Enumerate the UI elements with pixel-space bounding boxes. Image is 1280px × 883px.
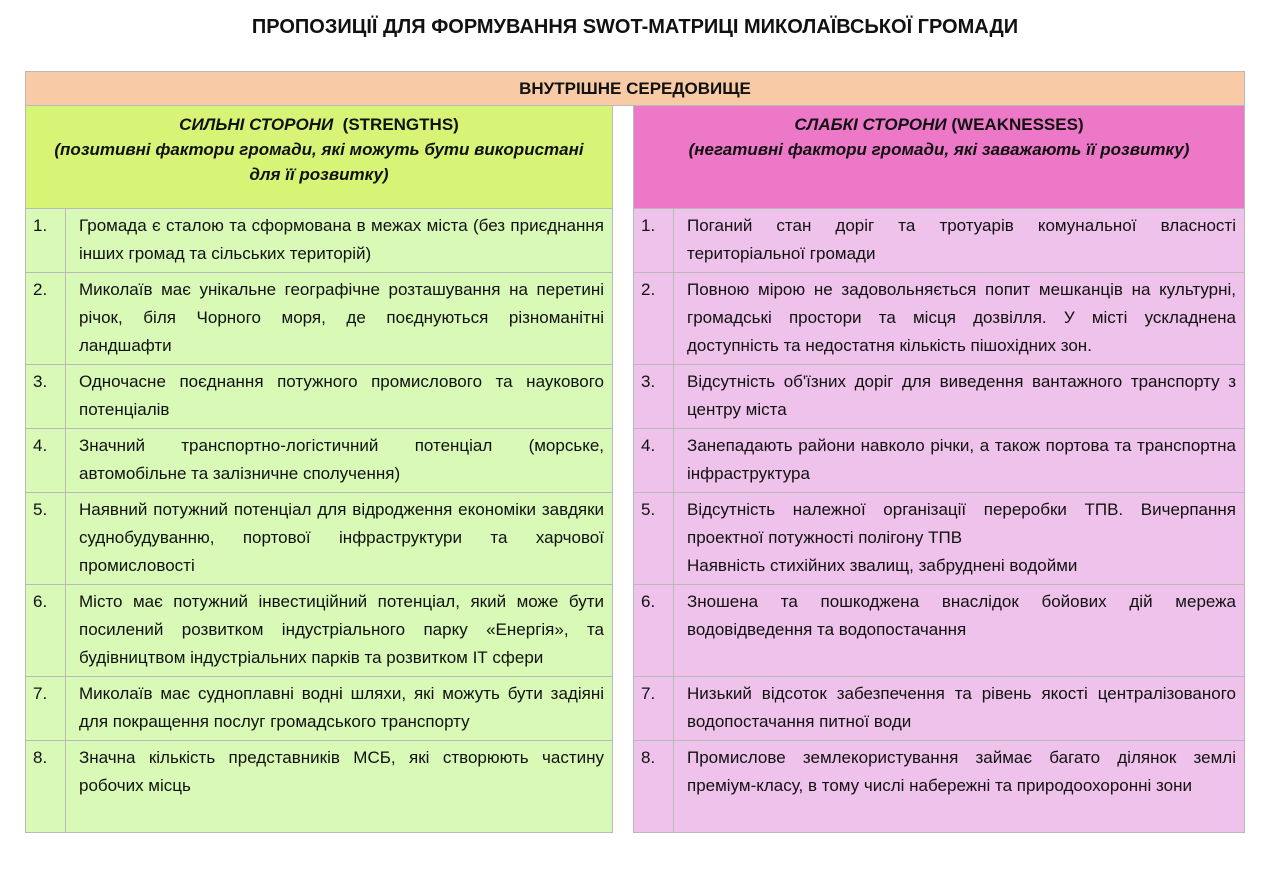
row-text [674,741,1244,832]
strengths-title: СИЛЬНІ СТОРОНИ [179,115,334,134]
table-row [25,585,613,677]
row-text-line: Наявний потужний потенціал для відродження економіки завдяки суднобудуванню, портової інфраструктури та харчової промисловості [79,500,604,575]
weaknesses-title: СЛАБКІ СТОРОНИ [794,115,947,134]
weaknesses-column [633,106,1245,833]
weaknesses-subtitle: (негативні фактори громади, які заважають її розвитку) [688,140,1190,159]
row-text-line: Наявність стихійних звалищ, забруднені водойми [687,556,1078,575]
row-text-line: Миколаїв має унікальне географічне розташування на перетині річок, біля Чорного моря, де поєднуються різноманітні ландшафти [79,280,604,355]
row-text [674,429,1244,492]
row-number: 8. [634,741,674,832]
strengths-header [25,106,613,209]
row-number: 3. [26,365,66,428]
row-number: 6. [26,585,66,676]
swot-table [25,71,1245,833]
table-row [633,209,1245,273]
row-text [66,677,612,740]
row-number: 5. [26,493,66,584]
row-number: 6. [634,585,674,676]
table-row [633,741,1245,833]
internal-environment-header: ВНУТРІШНЕ СЕРЕДОВИЩЕ [25,71,1245,106]
row-text [674,585,1244,676]
row-text-line: Миколаїв має судноплавні водні шляхи, які можуть бути задіяні для покращення послуг громадського транспорту [79,684,604,731]
row-number: 1. [26,209,66,272]
row-number: 4. [26,429,66,492]
row-number: 2. [26,273,66,364]
table-row [25,429,613,493]
row-text-line: Зношена та пошкоджена внаслідок бойових дій мережа водовідведення та водопостачання [687,592,1236,639]
row-number: 7. [634,677,674,740]
row-number: 3. [634,365,674,428]
strengths-column [25,106,613,833]
row-text [66,741,612,832]
row-text-line: Значна кількість представників МСБ, які створюють частину робочих місць [79,748,604,795]
row-text-line: Відсутність належної організації переробки ТПВ. Вичерпання проектної потужності полігону ТПВ [687,500,1236,547]
row-text-line: Промислове землекористування займає багато ділянок землі преміум-класу, в тому числі набережні та природоохоронні зони [687,748,1236,795]
table-row [25,273,613,365]
row-number: 2. [634,273,674,364]
row-text-line: Громада є сталою та сформована в межах міста (без приєднання інших громад та сільських територій) [79,216,604,263]
row-text [66,585,612,676]
row-text [674,209,1244,272]
row-text [66,209,612,272]
table-row [25,741,613,833]
table-row [25,677,613,741]
row-text-line: Повною мірою не задовольняється попит мешканців на культурні, громадські простори та місця дозвілля. У місті ускладнена доступність та недостатня кількість пішохідних зон. [687,280,1236,355]
row-text-line: Низький відсоток забезпечення та рівень якості централізованого водопостачання питної води [687,684,1236,731]
row-number: 7. [26,677,66,740]
row-text [674,365,1244,428]
table-row [633,429,1245,493]
row-text [674,493,1244,584]
page-title: ПРОПОЗИЦІЇ ДЛЯ ФОРМУВАННЯ SWOT-МАТРИЦІ МИКОЛАЇВСЬКОЇ ГРОМАДИ [251,16,1019,38]
weaknesses-list [633,209,1245,833]
row-text [66,365,612,428]
row-number: 1. [634,209,674,272]
row-number: 5. [634,493,674,584]
table-row [633,585,1245,677]
row-text-line: Місто має потужний інвестиційний потенціал, який може бути посилений розвитком індустріального парку «Енергія», та будівництвом індустріальних парків та розвитком ІТ сфери [79,592,604,667]
table-row [25,365,613,429]
row-number: 4. [634,429,674,492]
weaknesses-title-en: (WEAKNESSES) [951,115,1084,134]
row-text-line: Поганий стан доріг та тротуарів комунальної власності територіальної громади [687,216,1236,263]
table-row [633,493,1245,585]
strengths-title-en: (STRENGTHS) [342,115,459,134]
row-text-line: Занепадають райони навколо річки, а також портова та транспортна інфраструктура [687,436,1236,483]
table-row [633,677,1245,741]
row-text [66,429,612,492]
row-text [674,677,1244,740]
strengths-list [25,209,613,833]
strengths-subtitle: (позитивні фактори громади, які можуть бути використані для її розвитку) [54,140,584,184]
table-row [633,273,1245,365]
row-text-line: Значний транспортно-логістичний потенціал (морське, автомобільне та залізничне сполучення) [79,436,604,483]
row-text-line: Одночасне поєднання потужного промислового та наукового потенціалів [79,372,604,419]
row-text [674,273,1244,364]
row-text-line: Відсутність об'їзних доріг для виведення вантажного транспорту з центру міста [687,372,1236,419]
table-row [25,493,613,585]
row-number: 8. [26,741,66,832]
weaknesses-header [633,106,1245,209]
row-text [66,493,612,584]
table-row [633,365,1245,429]
row-text [66,273,612,364]
table-row [25,209,613,273]
